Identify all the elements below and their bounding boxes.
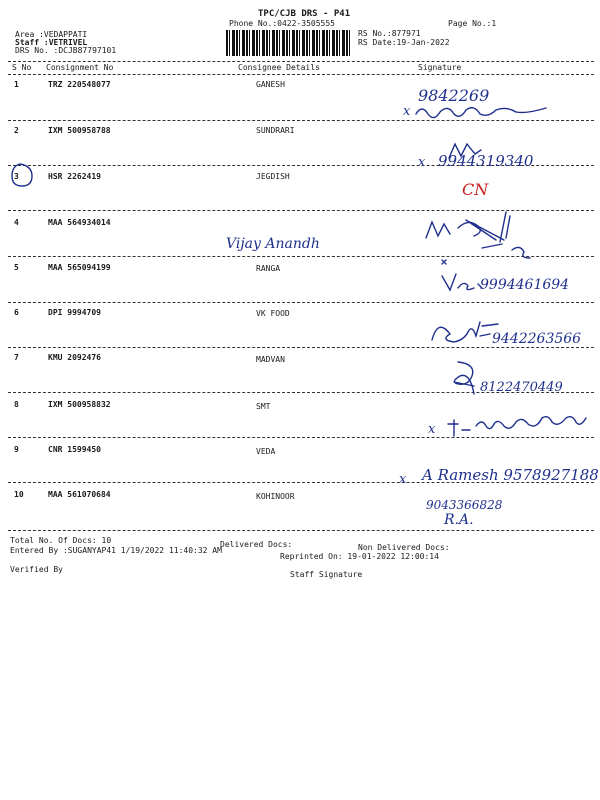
row-5-consignment: MAA 565094199 xyxy=(48,263,111,272)
row-1-consignment: TRZ 220548077 xyxy=(48,80,111,89)
row-1-consignee: GANESH xyxy=(256,80,285,89)
row-6-sno: 6 xyxy=(14,308,19,317)
non-delivered-docs: Non Delivered Docs: xyxy=(358,543,450,552)
receiver-name-row-4: Vijay Anandh xyxy=(226,236,320,252)
signature-row-5 xyxy=(440,270,480,296)
header-rule-bottom xyxy=(8,74,594,75)
row-10-sno: 10 xyxy=(14,490,24,499)
row-10-consignment: MAA 561070684 xyxy=(48,490,111,499)
total-docs: Total No. Of Docs: 10 xyxy=(10,536,112,545)
row-3-circle-mark xyxy=(8,160,38,190)
drs-number: DRS No. :DCJB87797101 xyxy=(15,46,117,55)
row-7-consignment: KMU 2092476 xyxy=(48,353,101,362)
row-10-consignee: KOHINOOR xyxy=(256,492,295,501)
document-title: TPC/CJB DRS - P41 xyxy=(258,9,351,19)
col-consignee: Consignee Details xyxy=(238,63,320,72)
row-6-consignee: VK FOOD xyxy=(256,309,290,318)
row-9-sno: 9 xyxy=(14,445,19,454)
page-number: Page No.:1 xyxy=(448,19,497,28)
rs-date: RS Date:19-Jan-2022 xyxy=(358,38,450,47)
row-7-consignee: MADVAN xyxy=(256,355,285,364)
row-8-consignment: IXM 500958832 xyxy=(48,400,111,409)
signature-row-8 xyxy=(446,416,598,442)
staff-field: Staff :VETRIVEL xyxy=(15,38,88,47)
delivered-docs: Delivered Docs: xyxy=(220,540,293,549)
row-2-consignment: IXM 500958788 xyxy=(48,126,111,135)
entered-by: Entered By :SUGANYAP41 1/19/2022 11:40:32 AM xyxy=(10,546,222,555)
signature-row-9-name-phone: A Ramesh 9578927188 xyxy=(422,466,599,484)
row-7-sno: 7 xyxy=(14,353,19,362)
row-3-sno: 3 xyxy=(14,172,19,181)
row-2-consignee: SUNDRARI xyxy=(256,126,295,135)
row-4-consignment: MAA 564934014 xyxy=(48,218,111,227)
signature-row-4 xyxy=(424,204,574,260)
barcode xyxy=(226,30,352,56)
signature-row-1 xyxy=(414,102,554,122)
col-consignment: Consignment No xyxy=(46,63,114,72)
area-field: Area :VEDAPPATI xyxy=(15,30,88,39)
row-9-consignment: CNR 1599450 xyxy=(48,445,101,454)
signature-row-1-phone: 9842269 xyxy=(418,86,490,105)
row-5-sno: 5 xyxy=(14,263,19,272)
signature-row-9-initials: R.A. xyxy=(444,512,474,528)
row-2-sno: 2 xyxy=(14,126,19,135)
row-1-sno: 1 xyxy=(14,80,19,89)
col-sno: S No xyxy=(12,63,32,72)
rs-number: RS No.:877971 xyxy=(358,29,421,38)
row-9-consignee: VEDA xyxy=(256,447,276,456)
signature-row-9-mark: x xyxy=(399,472,407,487)
col-signature: Signature xyxy=(418,63,462,72)
signature-row-8-mark: x xyxy=(428,422,436,437)
row-3-cn-mark: CN xyxy=(462,180,489,199)
row-8-consignee: SMT xyxy=(256,402,271,411)
row-8-sno: 8 xyxy=(14,400,19,409)
row-6-consignment: DPI 9994709 xyxy=(48,308,101,317)
signature-row-6 xyxy=(430,316,498,346)
row-4-sno: 4 xyxy=(14,218,19,227)
verified-by: Verified By xyxy=(10,565,63,574)
signature-row-9-alt-phone: 9043366828 xyxy=(426,498,503,512)
row-3-consignment: HSR 2262419 xyxy=(48,172,101,181)
row-divider xyxy=(8,302,594,303)
phone-number: Phone No.:0422-3505555 xyxy=(229,19,335,28)
header-rule-top xyxy=(8,61,594,62)
signature-row-1-mark: x xyxy=(403,104,411,119)
row-divider xyxy=(8,347,594,348)
signature-row-6-phone: 9442263566 xyxy=(492,331,582,347)
signature-row-2-mark: x xyxy=(418,155,426,170)
signature-row-2-phone: 9944319340 xyxy=(438,152,534,170)
row-3-consignee: JEGDISH xyxy=(256,172,290,181)
table-rule-bottom xyxy=(8,530,594,531)
reprinted-on: Reprinted On: 19-01-2022 12:00:14 xyxy=(280,552,439,561)
signature-row-5-phone: 9994461694 xyxy=(480,277,570,293)
row-5-consignee: RANGA xyxy=(256,264,281,273)
signature-row-7-phone: 8122470449 xyxy=(480,380,563,395)
staff-signature: Staff Signature xyxy=(290,570,363,579)
